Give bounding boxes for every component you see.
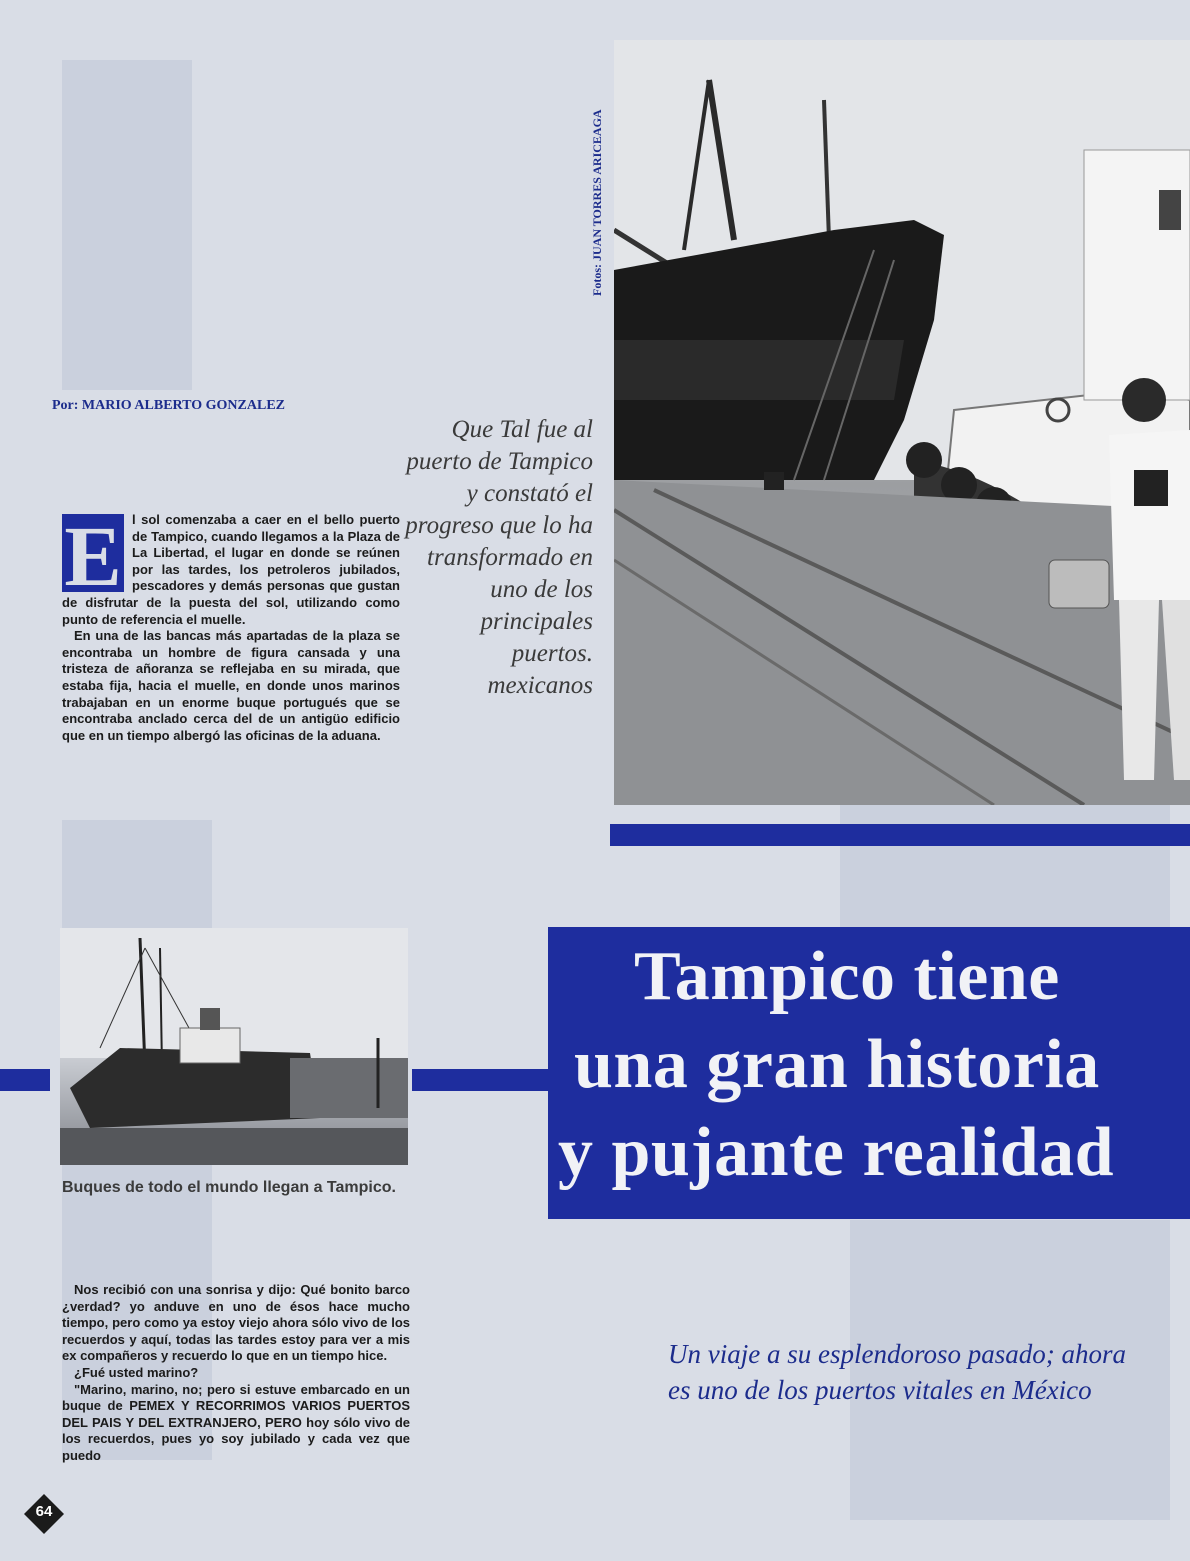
subheadline: Un viaje a su esplendoroso pasado; ahora es uno de los puertos vitales en México (668, 1339, 1126, 1405)
headline-line-3: y pujante realidad (558, 1114, 1115, 1191)
paragraph: Nos recibió con una sonrisa y dijo: Qué bonito barco ¿verdad? yo anduve en uno de ésos hace mucho tiempo, pero como ya estoy viejo ahora sólo vivo de los recuerdos y aquí, todas las tardes estoy para ver a mis ex compañeros y recuerdo lo que en un tiempo hice. (62, 1282, 410, 1364)
ships-illustration (60, 928, 408, 1165)
photo-caption: Buques de todo el mundo llegan a Tampico. (62, 1179, 396, 1196)
intro-column (62, 508, 400, 744)
paragraph: En una de las bancas más apartadas de la plaza se encontraba un hombre de figura cansada y una tristeza de añoranza se reflejaba en su mirada, que estaba fija, hacia el muelle, en donde unos marinos trabajaban en un enorme buque portugués que se encontraba anclado cerca del de un antigüo edificio que en un tiempo albergó las oficinas de la aduana. (62, 628, 400, 743)
background-show-through (62, 60, 192, 390)
harbor-ship-photo (614, 40, 1190, 805)
headline-line-1: Tampico tiene (634, 938, 1060, 1015)
page-number-badge (22, 1492, 66, 1536)
ship-illustration (614, 40, 1190, 805)
drop-cap: E (62, 514, 124, 592)
paragraph: "Marino, marino, no; pero si estuve embarcado en un buque de PEMEX Y RECORRIMOS VARIOS PUERTOS DEL PAIS Y DEL EXTRANJERO, PERO hoy sólo vivo de los recuerdos, pues yo soy jubilado y cada vez que puedo (62, 1381, 410, 1463)
photo-credit (586, 48, 606, 298)
photo-credit-text: Fotos: JUAN TORRES ARICEAGA (590, 109, 604, 296)
headline-box (548, 927, 1190, 1219)
pull-quote: Que Tal fue al puerto de Tampico y constató el progreso que lo ha transformado en uno de los principales puertos. mexicanos (405, 416, 593, 699)
byline: Por: MARIO ALBERTO GONZALEZ (52, 398, 285, 413)
paragraph: l sol comenzaba a caer en el bello puerto de Tampico, cuando llegamos a la Plaza de La Libertad, el lugar en donde se reúnen por las tardes, los petroleros jubilados, pescadores y demás personas que gustan de disfrutar de la puesta del sol, utilizando como punto de referencia el muelle. (62, 512, 400, 627)
accent-bar (0, 1069, 50, 1091)
paragraph: ¿Fué usted marino? (74, 1364, 199, 1380)
accent-bar (610, 824, 1190, 846)
story-column (62, 1282, 410, 1465)
accent-bar (412, 1069, 552, 1091)
ships-at-port-photo (60, 928, 408, 1165)
headline-line-2: una gran historia (574, 1026, 1100, 1103)
page-number: 64 (35, 1503, 53, 1520)
background-show-through (840, 800, 1170, 940)
